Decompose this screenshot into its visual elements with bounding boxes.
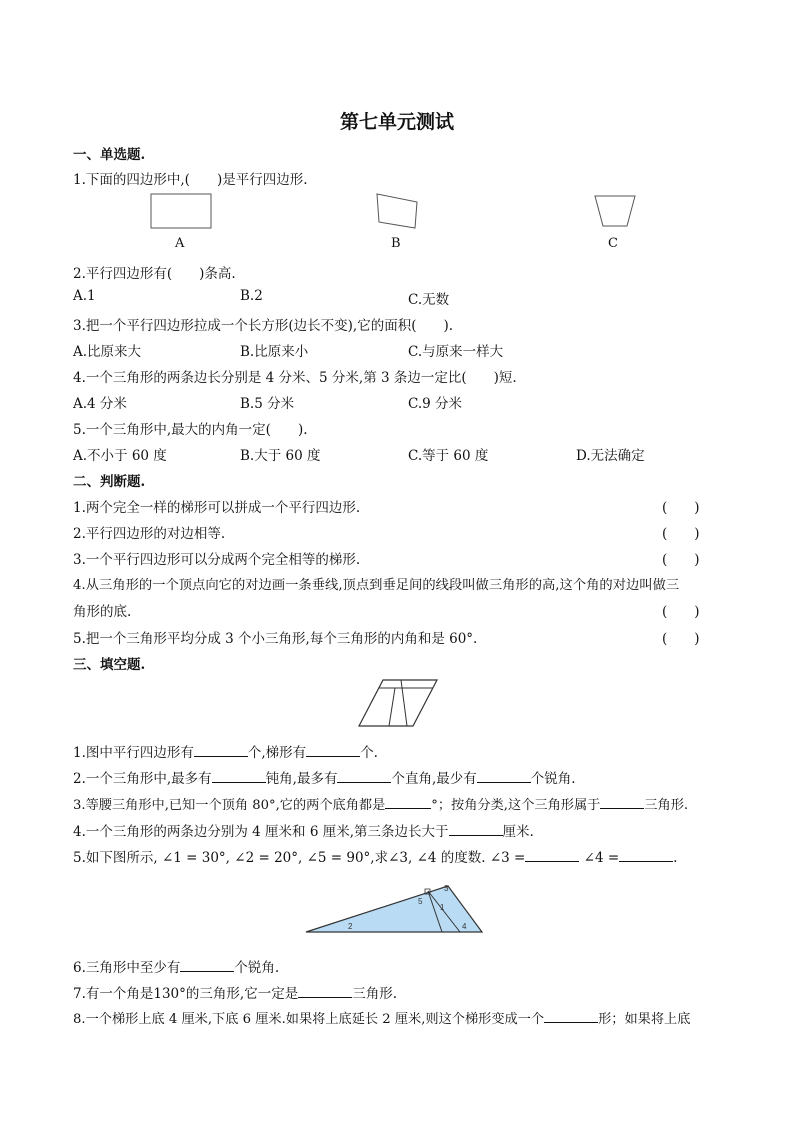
text: 个锐角. bbox=[530, 771, 576, 787]
text: ∠4 = bbox=[583, 850, 620, 866]
answer-paren: ( ) bbox=[662, 526, 700, 542]
text: . bbox=[673, 850, 678, 866]
text: 个,梯形有 bbox=[247, 745, 307, 761]
angle-label-1: 1 bbox=[440, 903, 445, 912]
tf-question-1: 1.两个完全一样的梯形可以拼成一个平行四边形. bbox=[73, 500, 361, 516]
figure-label-a: A bbox=[175, 236, 185, 251]
fill-question-3 bbox=[73, 794, 688, 813]
text: 厘米. bbox=[502, 824, 534, 840]
answer-blank[interactable] bbox=[385, 796, 431, 809]
option-c: C.无数 bbox=[408, 292, 450, 308]
section-heading-single-choice: 一、单选题. bbox=[73, 147, 146, 163]
inner-line bbox=[401, 680, 407, 726]
question-5: 5.一个三角形中,最大的内角一定( ). bbox=[73, 422, 308, 438]
fill-question-6 bbox=[73, 956, 279, 976]
answer-blank[interactable] bbox=[180, 959, 234, 972]
option-c: C.等于 60 度 bbox=[408, 448, 489, 464]
answer-blank[interactable] bbox=[619, 849, 673, 862]
angle-label-3: 3 bbox=[444, 884, 449, 893]
answer-blank[interactable] bbox=[477, 770, 531, 783]
option-b: B.比原来小 bbox=[240, 344, 309, 360]
angle-label-2: 2 bbox=[348, 922, 353, 931]
text: 3.等腰三角形中,已知一个顶角 80°,它的两个底角都是 bbox=[73, 798, 386, 813]
fill-question-4 bbox=[73, 820, 534, 840]
answer-blank[interactable] bbox=[449, 823, 503, 836]
answer-blank[interactable] bbox=[306, 744, 360, 757]
parallelogram-shape bbox=[359, 680, 437, 726]
angle-label-5: 5 bbox=[418, 897, 423, 906]
figure-label-c: C bbox=[608, 236, 618, 251]
rectangle-shape bbox=[151, 194, 211, 228]
fill-question-8 bbox=[73, 1008, 690, 1027]
option-a: A.1 bbox=[73, 288, 96, 304]
tf-question-5: 5.把一个三角形平均分成 3 个小三角形,每个三角形的内角和是 60°. bbox=[73, 631, 478, 647]
option-b: B.大于 60 度 bbox=[240, 448, 321, 464]
angle-triangle-figure bbox=[300, 880, 490, 938]
text: 钝角,最多有 bbox=[265, 771, 338, 787]
question-2: 2.平行四边形有( )条高. bbox=[73, 266, 236, 282]
question-1: 1.下面的四边形中,( )是平行四边形. bbox=[73, 172, 308, 188]
answer-blank[interactable] bbox=[544, 1010, 598, 1023]
parallelogram-figure bbox=[355, 678, 445, 730]
text: 三角形. bbox=[644, 798, 689, 813]
option-b: B.2 bbox=[240, 288, 263, 304]
question-3: 3.把一个平行四边形拉成一个长方形(边长不变),它的面积( ). bbox=[73, 318, 454, 334]
angle-label-4: 4 bbox=[462, 922, 467, 931]
option-a: A.4 分米 bbox=[73, 396, 127, 412]
text: 5.如下图所示, ∠1 = 30°, ∠2 = 20°, ∠5 = 90°,求∠3, ∠4 的度数. ∠3 = bbox=[73, 850, 526, 866]
tf-question-3: 3.一个平行四边形可以分成两个完全相等的梯形. bbox=[73, 552, 361, 568]
section-heading-fill-blank: 三、填空题. bbox=[73, 657, 146, 673]
answer-paren: ( ) bbox=[662, 604, 700, 620]
trapezoid-c-shape bbox=[595, 196, 635, 226]
answer-paren: ( ) bbox=[662, 500, 700, 516]
text: °；按角分类,这个三角形属于 bbox=[431, 798, 601, 813]
tf-question-4-line2: 角形的底. bbox=[73, 604, 132, 620]
triangle-shape bbox=[306, 886, 482, 932]
answer-blank[interactable] bbox=[600, 796, 644, 809]
text: 形；如果将上底 bbox=[598, 1012, 691, 1027]
text: 三角形. bbox=[352, 986, 397, 1002]
option-b: B.5 分米 bbox=[240, 396, 295, 412]
fill-question-1 bbox=[73, 741, 378, 761]
option-d: D.无法确定 bbox=[576, 448, 645, 464]
fill-question-7 bbox=[73, 982, 397, 1002]
text: 1.图中平行四边形有 bbox=[73, 745, 194, 761]
answer-blank[interactable] bbox=[212, 770, 266, 783]
answer-blank[interactable] bbox=[525, 849, 579, 862]
answer-paren: ( ) bbox=[662, 552, 700, 568]
answer-blank[interactable] bbox=[337, 770, 391, 783]
quadrilateral-figures bbox=[145, 190, 645, 238]
text: 2.一个三角形中,最多有 bbox=[73, 771, 212, 787]
fill-question-2 bbox=[73, 767, 576, 787]
text: 个直角,最少有 bbox=[391, 771, 477, 787]
question-4: 4.一个三角形的两条边长分别是 4 分米、5 分米,第 3 条边一定比( )短. bbox=[73, 370, 517, 386]
fill-question-5 bbox=[73, 846, 677, 866]
inner-line bbox=[389, 688, 395, 726]
section-heading-true-false: 二、判断题. bbox=[73, 474, 146, 490]
tf-question-2: 2.平行四边形的对边相等. bbox=[73, 526, 226, 542]
text: 个锐角. bbox=[234, 960, 280, 976]
option-a: A.不小于 60 度 bbox=[73, 448, 167, 464]
tf-question-4-line1: 4.从三角形的一个顶点向它的对边画一条垂线,顶点到垂足间的线段叫做三角形的高,这个角的对边叫做三 bbox=[73, 578, 680, 593]
option-a: A.比原来大 bbox=[73, 344, 142, 360]
answer-blank[interactable] bbox=[298, 985, 352, 998]
text: 8.一个梯形上底 4 厘米,下底 6 厘米.如果将上底延长 2 厘米,则这个梯形变成一个 bbox=[73, 1012, 545, 1027]
option-c: C.与原来一样大 bbox=[408, 344, 504, 360]
text: 个. bbox=[360, 745, 378, 761]
text: 6.三角形中至少有 bbox=[73, 960, 181, 976]
text: 7.有一个角是130°的三角形,它一定是 bbox=[73, 986, 299, 1002]
answer-blank[interactable] bbox=[194, 744, 248, 757]
text: 4.一个三角形的两条边分别为 4 厘米和 6 厘米,第三条边长大于 bbox=[73, 824, 449, 840]
figure-label-b: B bbox=[391, 236, 401, 251]
quadrilateral-b-shape bbox=[377, 194, 417, 228]
option-c: C.9 分米 bbox=[408, 396, 463, 412]
page-title: 第七单元测试 bbox=[339, 111, 454, 133]
answer-paren: ( ) bbox=[662, 631, 700, 647]
